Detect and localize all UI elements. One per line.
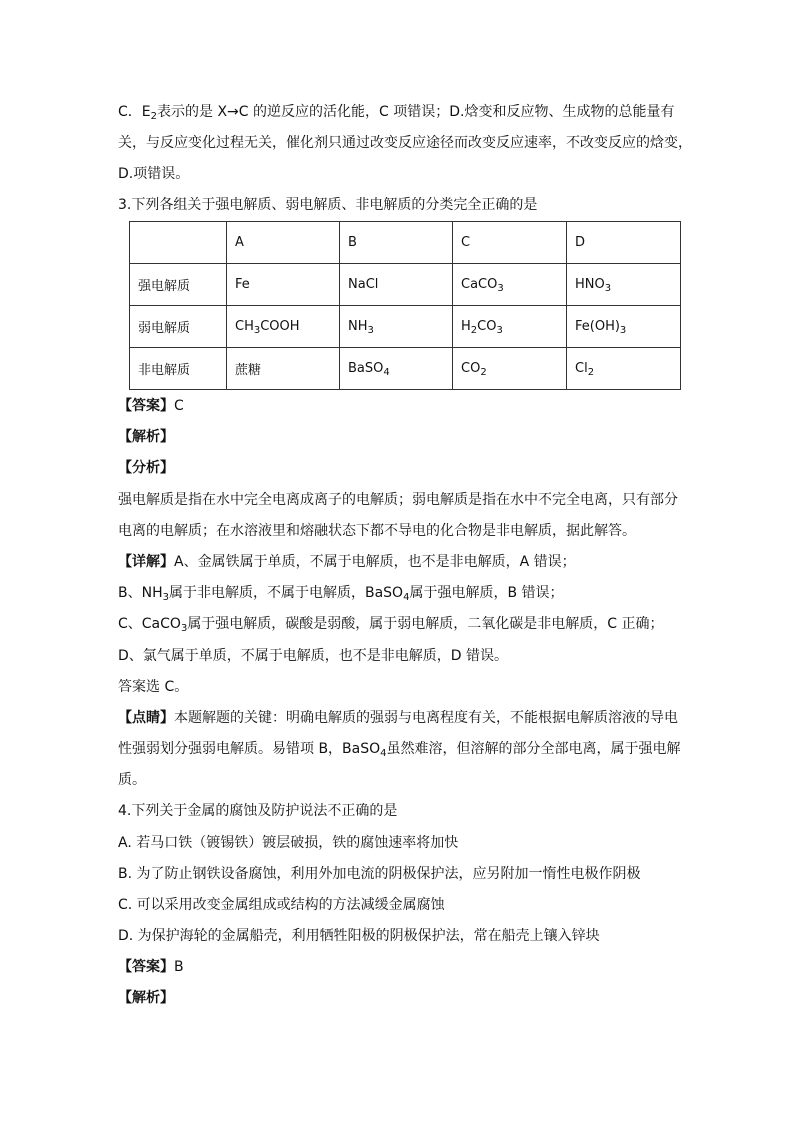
text-run: BaSO — [348, 361, 384, 376]
text-line — [118, 739, 681, 759]
text-run: 属于强电解质，B 错误； — [409, 585, 564, 601]
text-run: 4.下列关于金属的腐蚀及防护说法不正确的是 — [118, 803, 398, 819]
text-line — [118, 770, 146, 790]
detail-line — [118, 552, 576, 572]
table-header-cell: D — [567, 222, 681, 264]
text-run: B、NH — [118, 585, 163, 601]
section-tag: 【分析】 — [118, 460, 174, 476]
text-run: 强电解质 — [138, 279, 191, 294]
option-b — [118, 864, 641, 884]
row-label-cell — [130, 264, 227, 306]
table-header-row — [130, 222, 681, 264]
table-cell — [567, 264, 681, 306]
answer-line — [118, 957, 184, 977]
text-line — [118, 521, 636, 541]
electrolyte-classification-table — [129, 221, 681, 390]
table-cell — [340, 306, 453, 348]
subscript: 2 — [470, 325, 478, 336]
table-cell — [453, 264, 567, 306]
table-cell — [227, 348, 340, 390]
text-line — [118, 164, 189, 184]
text-run: NaCl — [348, 277, 379, 292]
text-run: 非电解质 — [138, 363, 191, 378]
text-run: NH — [348, 319, 368, 334]
text-line — [118, 490, 678, 510]
text-line — [118, 133, 692, 153]
note-line — [118, 708, 678, 728]
row-label-cell — [130, 348, 227, 390]
text-run: COOH — [260, 319, 300, 334]
question-3-stem — [118, 195, 537, 215]
analysis-heading — [118, 988, 174, 1008]
text-run: B — [174, 959, 184, 975]
subscript: 3 — [497, 283, 504, 294]
subscript: 2 — [587, 367, 595, 378]
table-cell — [453, 306, 567, 348]
section-tag: 【解析】 — [118, 429, 174, 445]
table-cell — [340, 348, 453, 390]
text-line — [118, 677, 188, 697]
text-run: 弱电解质 — [138, 321, 191, 336]
text-run: 蔗糖 — [235, 363, 262, 378]
section-tag: 【解析】 — [118, 990, 174, 1006]
analysis-heading — [118, 427, 174, 447]
text-run: CH — [235, 319, 254, 334]
text-run: 答案选 C。 — [118, 679, 189, 695]
table-header-cell: C — [453, 222, 567, 264]
text-run: D、氯气属于单质，不属于电解质，也不是非电解质，D 错误。 — [118, 648, 509, 664]
subscript: 4 — [383, 367, 390, 378]
section-tag: 【详解】 — [118, 554, 174, 570]
text-run: C、CaCO — [118, 616, 181, 632]
text-run: CO — [461, 361, 481, 376]
subscript: 3 — [162, 592, 169, 603]
text-run: C．E — [118, 104, 151, 120]
text-run: Fe(OH) — [575, 319, 620, 334]
text-run: CO — [477, 319, 497, 334]
text-run: H — [461, 319, 471, 334]
table-cell — [227, 306, 340, 348]
text-run: 属于强电解质，碳酸是弱酸，属于弱电解质，二氧化碳是非电解质，C 正确； — [187, 616, 664, 632]
text-run: D.项错误。 — [118, 166, 190, 182]
table-header-cell: A — [227, 222, 340, 264]
subscript: 3 — [496, 325, 503, 336]
text-run: 表示的是 X→C 的逆反应的活化能，C 项错误；D.焓变和反应物、生成物的总能量有 — [157, 104, 675, 120]
table-row — [130, 348, 681, 390]
option-c — [118, 895, 445, 915]
text-run: 电离的电解质；在水溶液里和熔融状态下都不导电的化合物是非电解质，据此解答。 — [118, 523, 636, 539]
text-run: B. 为了防止钢铁设备腐蚀，利用外加电流的阴极保护法，应另附加一惰性电极作阴极 — [118, 866, 641, 882]
subscript: 3 — [604, 283, 612, 294]
text-run: A、金属铁属于单质，不属于电解质，也不是非电解质，A 错误； — [174, 554, 576, 570]
subscript: 3 — [619, 325, 627, 336]
section-tag: 【答案】 — [118, 398, 174, 414]
text-run: 强电解质是指在水中完全电离成离子的电解质；弱电解质是指在水中不完全电离，只有部分 — [118, 492, 678, 508]
text-run: C. 可以采用改变金属组成或结构的方法减缓金属腐蚀 — [118, 897, 445, 913]
text-run: A. 若马口铁（镀锡铁）镀层破损，铁的腐蚀速率将加快 — [118, 835, 459, 851]
table-header-cell — [130, 222, 227, 264]
analysis-subheading — [118, 458, 174, 478]
text-run: 性强弱划分强弱电解质。易错项 B，BaSO — [118, 741, 381, 757]
text-run: CaCO — [461, 277, 498, 292]
text-run: 3.下列各组关于强电解质、弱电解质、非电解质的分类完全正确的是 — [118, 197, 538, 213]
subscript: 3 — [253, 325, 261, 336]
subscript: 3 — [367, 325, 374, 336]
table-cell — [340, 264, 453, 306]
table-row — [130, 306, 681, 348]
text-run: 质。 — [118, 772, 146, 788]
text-run: 虽然难溶，但溶解的部分全部电离，属于强电解 — [386, 741, 681, 757]
text-run: HNO — [575, 277, 605, 292]
table-header-cell: B — [340, 222, 453, 264]
option-d — [118, 926, 600, 946]
subscript: 3 — [180, 623, 188, 634]
table-cell — [453, 348, 567, 390]
question-4-stem — [118, 801, 397, 821]
section-tag: 【答案】 — [118, 959, 174, 975]
table-cell — [567, 306, 681, 348]
section-tag: 【点睛】 — [118, 710, 174, 726]
subscript: 2 — [480, 367, 487, 378]
text-run: D. 为保护海轮的金属船壳，利用牺牲阳极的阴极保护法，常在船壳上镶入锌块 — [118, 928, 600, 944]
text-line — [118, 646, 508, 666]
text-run: 本题解题的关键：明确电解质的强弱与电离程度有关，不能根据电解质溶液的导电 — [174, 710, 678, 726]
answer-line — [118, 396, 184, 416]
subscript: 2 — [150, 111, 157, 122]
text-line — [118, 102, 674, 122]
text-run: Fe — [235, 277, 250, 292]
option-a — [118, 833, 458, 853]
table-cell — [227, 264, 340, 306]
table-cell — [567, 348, 681, 390]
text-run: Cl — [575, 361, 588, 376]
text-run: 属于非电解质，不属于电解质，BaSO — [168, 585, 404, 601]
text-run: C — [174, 398, 184, 414]
text-run: 关，与反应变化过程无关，催化剂只通过改变反应途径而改变反应速率，不改变反应的焓变， — [118, 135, 692, 151]
table-row — [130, 264, 681, 306]
subscript: 4 — [380, 748, 387, 759]
text-line — [118, 583, 564, 603]
subscript: 4 — [403, 592, 410, 603]
row-label-cell — [130, 306, 227, 348]
text-line — [118, 614, 664, 634]
